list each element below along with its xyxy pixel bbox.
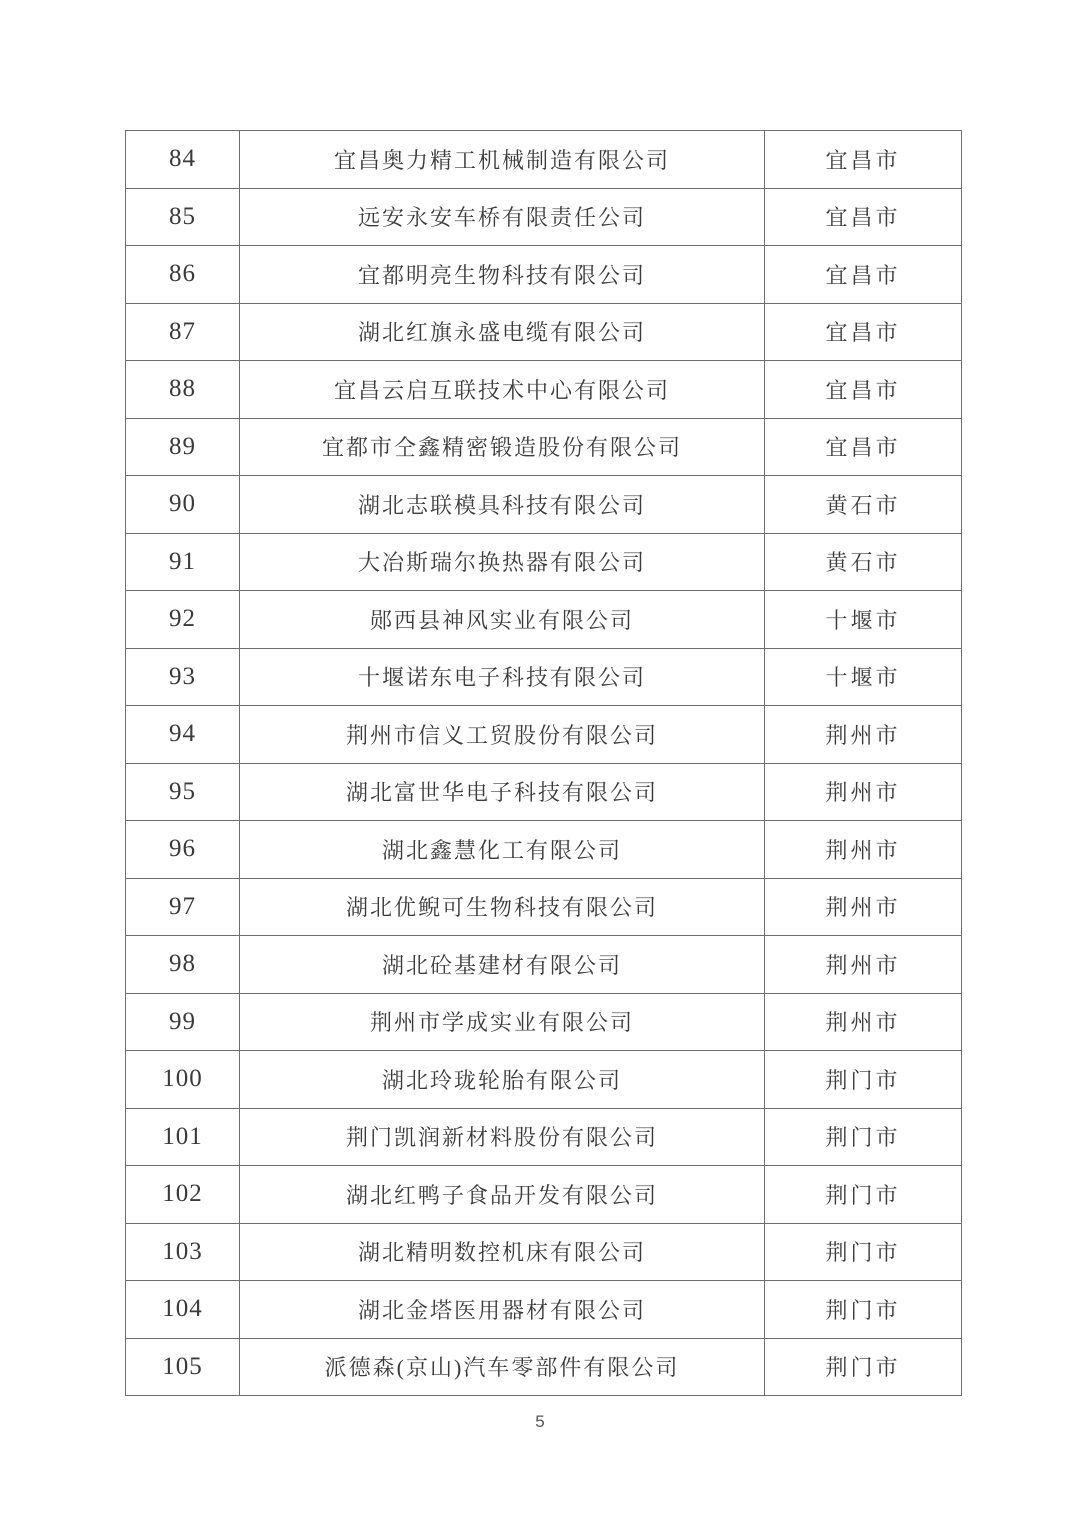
city-cell: 荆门市 bbox=[765, 1051, 962, 1109]
row-number-cell: 87 bbox=[126, 303, 240, 361]
city-cell: 十堰市 bbox=[765, 591, 962, 649]
city-cell: 宜昌市 bbox=[765, 188, 962, 246]
table-row bbox=[126, 1223, 962, 1281]
company-name-cell: 派德森(京山)汽车零部件有限公司 bbox=[240, 1338, 765, 1396]
company-name-cell: 大冶斯瑞尔换热器有限公司 bbox=[240, 533, 765, 591]
table-row bbox=[126, 591, 962, 649]
city-cell: 荆州市 bbox=[765, 763, 962, 821]
row-number-cell: 90 bbox=[126, 476, 240, 534]
company-table-body bbox=[126, 131, 962, 1396]
table-row bbox=[126, 188, 962, 246]
city-cell: 十堰市 bbox=[765, 648, 962, 706]
row-number-cell: 94 bbox=[126, 706, 240, 764]
table-row bbox=[126, 418, 962, 476]
company-name-cell: 郧西县神风实业有限公司 bbox=[240, 591, 765, 649]
row-number-cell: 91 bbox=[126, 533, 240, 591]
city-cell: 荆门市 bbox=[765, 1281, 962, 1339]
row-number-cell: 102 bbox=[126, 1166, 240, 1224]
table-row bbox=[126, 131, 962, 189]
table-row bbox=[126, 476, 962, 534]
city-cell: 荆州市 bbox=[765, 821, 962, 879]
row-number-cell: 93 bbox=[126, 648, 240, 706]
row-number-cell: 88 bbox=[126, 361, 240, 419]
row-number-cell: 96 bbox=[126, 821, 240, 879]
company-name-cell: 荆州市学成实业有限公司 bbox=[240, 993, 765, 1051]
city-cell: 荆门市 bbox=[765, 1108, 962, 1166]
city-cell: 荆门市 bbox=[765, 1166, 962, 1224]
table-row bbox=[126, 1166, 962, 1224]
city-cell: 荆门市 bbox=[765, 1338, 962, 1396]
company-name-cell: 宜昌云启互联技术中心有限公司 bbox=[240, 361, 765, 419]
table-row bbox=[126, 993, 962, 1051]
company-name-cell: 湖北志联模具科技有限公司 bbox=[240, 476, 765, 534]
company-name-cell: 湖北优鲵可生物科技有限公司 bbox=[240, 878, 765, 936]
row-number-cell: 99 bbox=[126, 993, 240, 1051]
row-number-cell: 103 bbox=[126, 1223, 240, 1281]
table-row bbox=[126, 1051, 962, 1109]
table-row bbox=[126, 878, 962, 936]
company-name-cell: 湖北鑫慧化工有限公司 bbox=[240, 821, 765, 879]
table-row bbox=[126, 533, 962, 591]
table-row bbox=[126, 303, 962, 361]
row-number-cell: 95 bbox=[126, 763, 240, 821]
company-name-cell: 湖北富世华电子科技有限公司 bbox=[240, 763, 765, 821]
company-name-cell: 湖北精明数控机床有限公司 bbox=[240, 1223, 765, 1281]
company-name-cell: 十堰诺东电子科技有限公司 bbox=[240, 648, 765, 706]
company-name-cell: 宜昌奥力精工机械制造有限公司 bbox=[240, 131, 765, 189]
company-name-cell: 荆州市信义工贸股份有限公司 bbox=[240, 706, 765, 764]
table-row bbox=[126, 706, 962, 764]
row-number-cell: 84 bbox=[126, 131, 240, 189]
company-name-cell: 湖北玲珑轮胎有限公司 bbox=[240, 1051, 765, 1109]
city-cell: 黄石市 bbox=[765, 476, 962, 534]
table-row bbox=[126, 936, 962, 994]
table-row bbox=[126, 246, 962, 304]
table-row bbox=[126, 1281, 962, 1339]
company-name-cell: 湖北砼基建材有限公司 bbox=[240, 936, 765, 994]
city-cell: 宜昌市 bbox=[765, 361, 962, 419]
table-row bbox=[126, 763, 962, 821]
table-row bbox=[126, 648, 962, 706]
row-number-cell: 92 bbox=[126, 591, 240, 649]
company-table bbox=[125, 130, 962, 1396]
company-name-cell: 荆门凯润新材料股份有限公司 bbox=[240, 1108, 765, 1166]
page-number: 5 bbox=[535, 1412, 545, 1431]
city-cell: 宜昌市 bbox=[765, 246, 962, 304]
row-number-cell: 86 bbox=[126, 246, 240, 304]
row-number-cell: 105 bbox=[126, 1338, 240, 1396]
row-number-cell: 85 bbox=[126, 188, 240, 246]
table-row bbox=[126, 1108, 962, 1166]
company-name-cell: 宜都市仝鑫精密锻造股份有限公司 bbox=[240, 418, 765, 476]
city-cell: 宜昌市 bbox=[765, 303, 962, 361]
table-row bbox=[126, 821, 962, 879]
company-name-cell: 宜都明亮生物科技有限公司 bbox=[240, 246, 765, 304]
row-number-cell: 97 bbox=[126, 878, 240, 936]
company-name-cell: 湖北金塔医用器材有限公司 bbox=[240, 1281, 765, 1339]
city-cell: 宜昌市 bbox=[765, 418, 962, 476]
city-cell: 荆门市 bbox=[765, 1223, 962, 1281]
city-cell: 荆州市 bbox=[765, 993, 962, 1051]
row-number-cell: 98 bbox=[126, 936, 240, 994]
city-cell: 黄石市 bbox=[765, 533, 962, 591]
row-number-cell: 100 bbox=[126, 1051, 240, 1109]
row-number-cell: 101 bbox=[126, 1108, 240, 1166]
row-number-cell: 104 bbox=[126, 1281, 240, 1339]
company-name-cell: 湖北红旗永盛电缆有限公司 bbox=[240, 303, 765, 361]
city-cell: 荆州市 bbox=[765, 936, 962, 994]
table-row bbox=[126, 1338, 962, 1396]
company-name-cell: 远安永安车桥有限责任公司 bbox=[240, 188, 765, 246]
table-row bbox=[126, 361, 962, 419]
company-name-cell: 湖北红鸭子食品开发有限公司 bbox=[240, 1166, 765, 1224]
city-cell: 荆州市 bbox=[765, 878, 962, 936]
city-cell: 宜昌市 bbox=[765, 131, 962, 189]
row-number-cell: 89 bbox=[126, 418, 240, 476]
city-cell: 荆州市 bbox=[765, 706, 962, 764]
